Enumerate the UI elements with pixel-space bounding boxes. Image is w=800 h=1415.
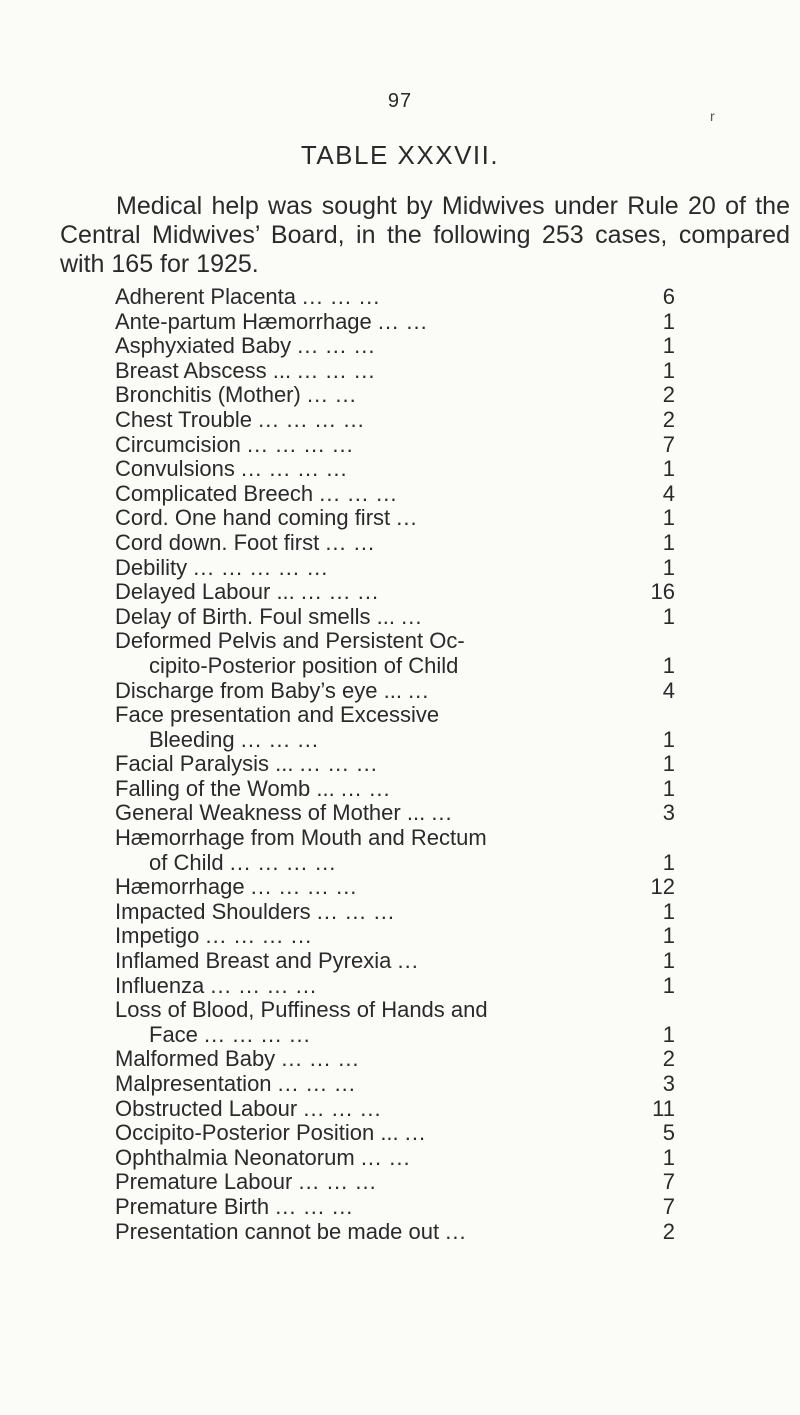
table-row — [115, 1072, 675, 1097]
row-label-wrap — [115, 752, 625, 777]
table-row — [115, 531, 675, 556]
row-label-wrap — [115, 580, 625, 605]
row-value: 1 — [662, 726, 675, 752]
row-label-wrap — [115, 531, 625, 556]
corner-mark: r — [710, 108, 715, 124]
row-label: General Weakness of Mother ... — [115, 800, 426, 826]
table-row — [115, 949, 675, 974]
table-row — [115, 408, 675, 433]
row-label: Debility — [115, 554, 188, 580]
row-label: Discharge from Baby’s eye ... — [115, 677, 402, 703]
leader-dots: ... ... ... — [297, 357, 376, 383]
row-label-continuation-text: cipito-Posterior position of Child — [149, 652, 459, 678]
row-value: 7 — [662, 1169, 675, 1195]
leader-dots: ... ... ... — [298, 1169, 377, 1195]
table-row — [115, 383, 675, 408]
row-label: Influenza — [115, 972, 205, 998]
leader-dots: ... — [408, 677, 430, 703]
row-label-continuation — [115, 1023, 625, 1048]
row-label: Presentation cannot be made out — [115, 1218, 440, 1244]
row-label-wrap — [115, 506, 625, 531]
row-label: Obstructed Labour — [115, 1095, 298, 1121]
table-row — [115, 580, 675, 605]
row-label: Occipito-Posterior Position ... — [115, 1120, 399, 1146]
row-label: Face presentation and Excessive — [115, 702, 440, 728]
row-label: Deformed Pelvis and Persistent Oc- — [115, 628, 465, 654]
row-label-wrap — [115, 482, 625, 507]
table-row — [115, 900, 675, 925]
table-row — [115, 310, 675, 335]
row-label-continuation-text: Bleeding — [149, 726, 235, 752]
leader-dots: ... ... ... — [299, 751, 378, 777]
row-value: 1 — [662, 1021, 675, 1047]
row-value: 7 — [662, 1193, 675, 1219]
row-label-wrap — [115, 1220, 625, 1245]
row-label-wrap — [115, 310, 625, 335]
leader-dots: ... — [401, 603, 423, 629]
row-label-wrap — [115, 1195, 625, 1220]
row-label-wrap — [115, 1121, 625, 1146]
row-label: Cord. One hand coming first — [115, 505, 391, 531]
table-row — [115, 334, 675, 359]
leader-dots: ... ... ... ... — [210, 972, 318, 998]
table-row — [115, 752, 675, 777]
leader-dots: ... ... ... — [300, 579, 380, 605]
row-value: 1 — [662, 505, 675, 531]
row-label-wrap — [115, 949, 625, 974]
row-label-wrap — [115, 334, 625, 359]
row-value: 3 — [662, 1071, 675, 1096]
leader-dots: ... ... ... — [316, 898, 396, 924]
row-label: Hæmorrhage from Mouth and Rectum — [115, 825, 487, 851]
row-label-wrap — [115, 605, 625, 630]
row-value: 12 — [650, 874, 675, 900]
row-value: 1 — [662, 308, 675, 334]
row-value: 1 — [662, 652, 675, 678]
row-value: 1 — [662, 357, 675, 383]
row-label-wrap — [115, 556, 625, 581]
intro-text: Medical help was sought by Midwives under Rule 20 of the Central Midwives’ Board, in the following 253 cases, compared with 165 for 1925. — [60, 192, 790, 278]
leader-dots: ... ... — [325, 529, 376, 555]
row-value: 5 — [662, 1120, 675, 1146]
row-label: Premature Birth — [115, 1193, 270, 1219]
row-label-wrap — [115, 900, 625, 925]
row-label-wrap — [115, 1170, 625, 1195]
row-label-wrap — [115, 826, 625, 875]
row-value: 3 — [662, 800, 675, 826]
leader-dots: ... ... ... ... — [205, 923, 313, 949]
row-label-continuation — [115, 851, 625, 876]
row-value: 2 — [662, 382, 675, 408]
leader-dots: ... — [445, 1218, 467, 1244]
row-label: Breast Abscess ... — [115, 357, 292, 383]
leader-dots: ... ... ... ... — [204, 1021, 311, 1047]
row-label-continuation-text: Face — [149, 1021, 198, 1047]
table-row — [115, 1195, 675, 1220]
row-value: 1 — [662, 1144, 675, 1170]
table-row — [115, 924, 675, 949]
row-label-wrap — [115, 629, 625, 678]
row-label-continuation — [115, 728, 625, 753]
row-value: 4 — [662, 677, 675, 703]
row-value: 1 — [662, 948, 675, 974]
leader-dots: ... ... ... ... — [258, 406, 365, 432]
leader-dots: ... ... ... ... — [247, 431, 354, 457]
table-row — [115, 433, 675, 458]
row-value: 2 — [662, 1046, 675, 1072]
row-label: Adherent Placenta — [115, 284, 297, 309]
row-label-wrap — [115, 924, 625, 949]
row-label-wrap — [115, 703, 625, 752]
row-label: Cord down. Foot first — [115, 529, 320, 555]
row-label: Malpresentation — [115, 1071, 272, 1096]
table-row — [115, 1097, 675, 1122]
row-label: Bronchitis (Mother) — [115, 382, 301, 408]
row-label: Ophthalmia Neonatorum — [115, 1144, 355, 1170]
row-label: Loss of Blood, Puffiness of Hands and — [115, 997, 488, 1023]
leader-dots: ... ... ... — [319, 480, 398, 506]
table-row — [115, 605, 675, 630]
row-label-wrap — [115, 359, 625, 384]
leader-dots: ... ... ... ... — [250, 874, 358, 900]
row-label: Hæmorrhage — [115, 874, 245, 900]
row-value: 1 — [662, 554, 675, 580]
row-value: 6 — [662, 284, 675, 309]
leader-dots: ... ... — [340, 775, 391, 801]
row-value: 16 — [650, 579, 675, 605]
row-value: 2 — [662, 1218, 675, 1244]
row-label: Malformed Baby — [115, 1046, 276, 1072]
leader-dots: ... ... ... — [275, 1193, 354, 1219]
row-value: 11 — [652, 1095, 675, 1121]
table-row — [115, 777, 675, 802]
table-row — [115, 1121, 675, 1146]
table-row — [115, 556, 675, 581]
row-value: 4 — [662, 480, 675, 506]
page-number: 97 — [387, 90, 413, 112]
table-row — [115, 875, 675, 900]
table-row — [115, 1047, 675, 1072]
row-label-wrap — [115, 1097, 625, 1122]
leader-dots: ... ... — [306, 382, 357, 408]
row-label-wrap — [115, 1072, 625, 1097]
row-value: 1 — [662, 751, 675, 777]
table-row — [115, 703, 675, 752]
table-row — [115, 1220, 675, 1245]
leader-dots: ... ... ... ... — [240, 456, 348, 482]
row-label: Impacted Shoulders — [115, 898, 311, 924]
row-value: 1 — [662, 923, 675, 949]
row-label-wrap — [115, 433, 625, 458]
leader-dots: ... ... ... ... — [229, 849, 337, 875]
row-label-wrap — [115, 777, 625, 802]
leader-dots: ... ... ... ... ... — [193, 554, 329, 580]
row-label-continuation-text: of Child — [149, 849, 224, 875]
row-label: Complicated Breech — [115, 480, 314, 506]
row-label: Convulsions — [115, 456, 235, 482]
row-label-wrap — [115, 383, 625, 408]
table-row — [115, 482, 675, 507]
leader-dots: ... ... ... — [302, 284, 381, 309]
table-row — [115, 1146, 675, 1171]
leader-dots: ... — [396, 505, 418, 531]
table-row — [115, 1170, 675, 1195]
row-label: Asphyxiated Baby — [115, 333, 292, 359]
leader-dots: ... ... ... — [297, 333, 376, 359]
table-row — [115, 359, 675, 384]
row-label: Circumcision — [115, 431, 241, 457]
leader-dots: ... ... ... — [281, 1046, 360, 1072]
leader-dots: ... — [397, 948, 419, 974]
row-label-wrap — [115, 285, 625, 310]
row-label: Falling of the Womb ... — [115, 775, 335, 801]
row-label: Ante-partum Hæmorrhage — [115, 308, 372, 334]
row-value: 1 — [662, 775, 675, 801]
table-row — [115, 506, 675, 531]
row-value: 1 — [662, 898, 675, 924]
leader-dots: ... ... — [360, 1144, 411, 1170]
leader-dots: ... — [431, 800, 453, 826]
row-label-continuation — [115, 654, 625, 679]
table-row — [115, 826, 675, 875]
row-label: Delay of Birth. Foul smells ... — [115, 603, 395, 629]
row-value: 7 — [662, 431, 675, 457]
row-label-wrap — [115, 998, 625, 1047]
leader-dots: ... ... ... — [277, 1071, 356, 1096]
leader-dots: ... ... — [377, 308, 428, 334]
row-label: Facial Paralysis ... — [115, 751, 294, 777]
table-row — [115, 629, 675, 678]
row-value: 1 — [662, 333, 675, 359]
row-label: Inflamed Breast and Pyrexia — [115, 948, 392, 974]
table-row — [115, 457, 675, 482]
intro-paragraph — [60, 192, 790, 279]
row-label: Premature Labour — [115, 1169, 293, 1195]
row-label: Delayed Labour ... — [115, 579, 295, 605]
row-label-wrap — [115, 1047, 625, 1072]
row-label-wrap — [115, 1146, 625, 1171]
row-value: 1 — [662, 529, 675, 555]
row-label-wrap — [115, 408, 625, 433]
leader-dots: ... ... ... — [240, 726, 320, 752]
row-label-wrap — [115, 801, 625, 826]
row-label-wrap — [115, 679, 625, 704]
table-row — [115, 285, 675, 310]
leader-dots: ... — [404, 1120, 427, 1146]
table-row — [115, 679, 675, 704]
table-row — [115, 974, 675, 999]
row-label-wrap — [115, 457, 625, 482]
row-label: Impetigo — [115, 923, 200, 949]
row-label-wrap — [115, 875, 625, 900]
table-row — [115, 801, 675, 826]
row-value: 1 — [662, 972, 675, 998]
leader-dots: ... ... ... — [303, 1095, 382, 1121]
row-value: 1 — [662, 849, 675, 875]
cases-table — [115, 285, 675, 1244]
row-value: 1 — [662, 603, 675, 629]
row-value: 1 — [662, 456, 675, 482]
row-label: Chest Trouble — [115, 406, 252, 432]
row-value: 2 — [662, 406, 675, 432]
table-title: TABLE XXXVII. — [300, 140, 500, 170]
row-label-wrap — [115, 974, 625, 999]
table-row — [115, 998, 675, 1047]
